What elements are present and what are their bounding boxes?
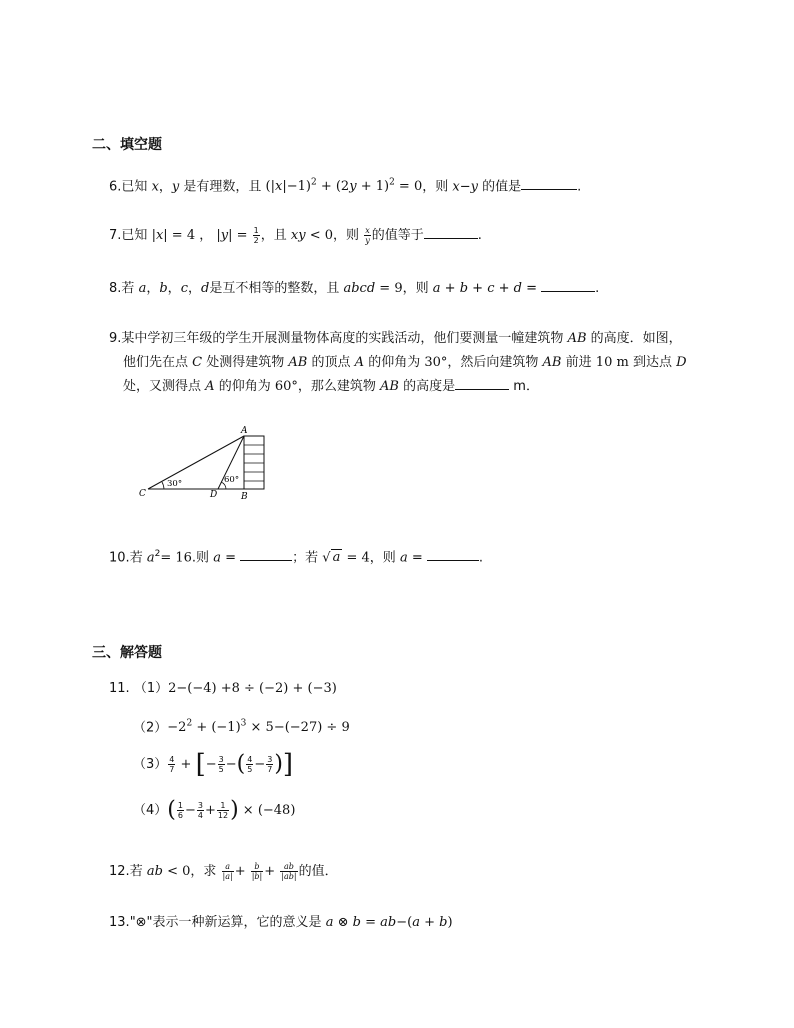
question-13: 13."⊗"表示一种新运算，它的意义是 a ⊗ b = ab−(a + b) [109, 915, 453, 930]
question-number: 7. [109, 228, 122, 243]
question-number: 13. [109, 915, 130, 930]
question-10: 10.若 $a^2= 16$.则 a = ；若 √ a = 4，则 a = . [109, 549, 484, 566]
label-a: A [241, 426, 248, 436]
triangle-figure [134, 420, 274, 502]
section-title-fill-in: 二、填空题 [92, 137, 162, 153]
label-d: D [210, 490, 218, 500]
section-title-solve: 三、解答题 [92, 645, 162, 661]
question-number: 9. [109, 331, 122, 346]
answer-blank[interactable] [455, 377, 509, 390]
question-7: 7.已知 |x| = 4 ， |y| = $\frac{1}{2}$ ，且 xy < 0，则 $\frac{x}{y}$ 的值等于 . [109, 226, 482, 245]
answer-blank[interactable] [424, 226, 478, 239]
question-11-part-3: （3） $\frac{4}{7}$ + [− $\frac{3}{5}$ −( $\frac{4}{5}$ − $\frac{3}{7}$ )] [133, 749, 294, 780]
label-c: C [139, 489, 146, 499]
question-number: 11. [109, 681, 130, 696]
question-9-line-3: 处，又测得点 A 的仰角为 60°，那么建筑物 AB 的高度是 m． [123, 379, 539, 394]
question-number: 12. [109, 864, 130, 879]
question-11-part-2: $(2)-2^2 + (-1)^3 \times 5-(-27) \div 9$ [133, 719, 350, 736]
question-11-part-1: 11. （1）2−(−4) +8 ÷ (−2) + (−3) [109, 681, 337, 696]
angle-c-label: 30° [167, 479, 183, 489]
answer-blank[interactable] [427, 548, 479, 561]
question-12: 12.若 ab < 0，求 $\frac{a}{|a|}$ + $\frac{b}{|b|}$ + $\frac{ab}{|ab|}$ 的值． [109, 862, 338, 881]
question-11-part-4: （4）( $\frac{1}{6}$ − $\frac{3}{4}$ + $\frac{1}{12}$ ) × (−48) [133, 797, 296, 823]
answer-blank[interactable] [521, 177, 577, 190]
answer-blank[interactable] [541, 279, 595, 292]
question-8: 8.若 a，b，c，d是互不相等的整数，且 abcd = 9，则 a + b + c + d = . [109, 281, 600, 296]
label-b: B [241, 492, 248, 502]
question-number: 8. [109, 281, 122, 296]
question-9-line-1: 9.某中学初三年级的学生开展测量物体高度的实践活动，他们要测量一幢建筑物 AB 的高度．如图， [109, 331, 682, 346]
angle-d-label: 60° [224, 475, 240, 485]
question-9-line-2: 他们先在点 C 处测得建筑物 AB 的顶点 A 的仰角为 30°，然后向建筑物 AB 前进 10 m 到达点 D [123, 355, 687, 370]
question-number: 10. [109, 550, 130, 566]
question-6: 6.已知 x，y 是有理数，且 $(|x|-1)^2 + (2y + 1)^2 = 0$，则 x−y 的值是 . [109, 178, 582, 195]
answer-blank[interactable] [240, 548, 292, 561]
question-number: 6. [109, 179, 122, 195]
